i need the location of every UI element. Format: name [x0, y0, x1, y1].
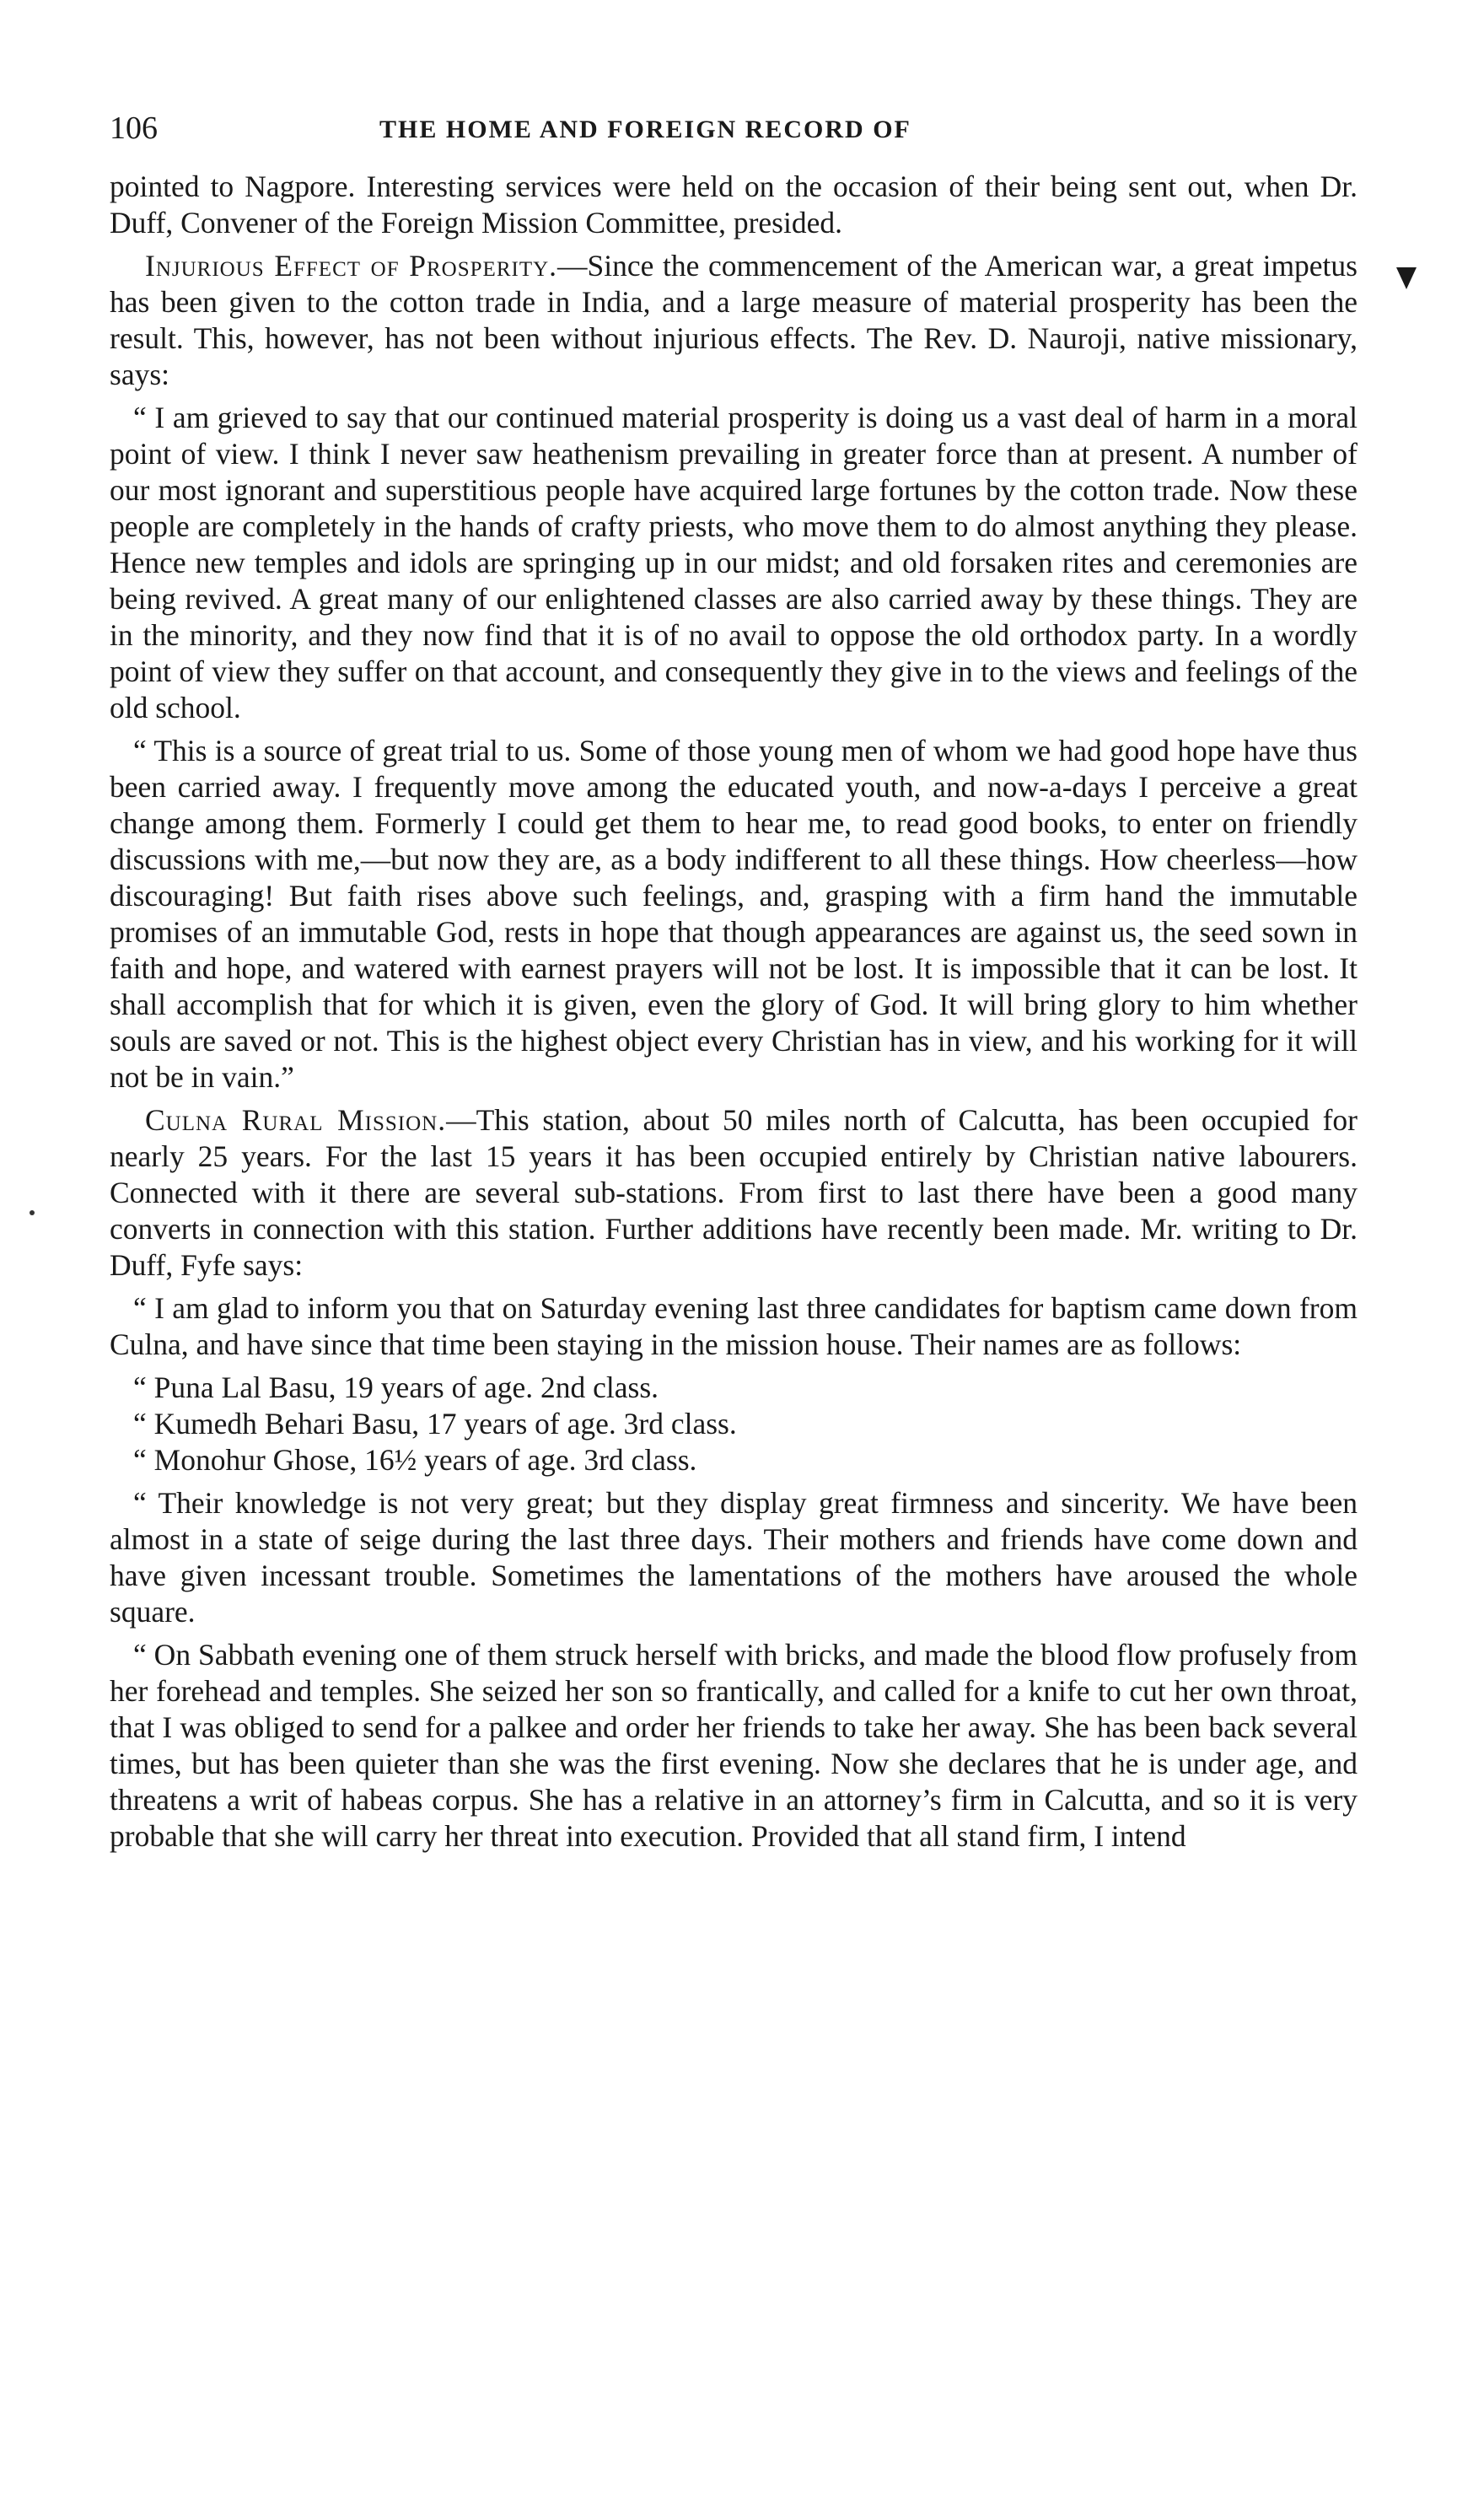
candidate-line: “ Kumedh Behari Basu, 17 years of age. 3rd class. [133, 1407, 737, 1440]
page-number: 106 [110, 110, 158, 146]
document-page [110, 110, 1358, 1861]
quote-paragraph-nauroji-2: “ This is a source of great trial to us. Some of those young men of whom we had good hope have thus been carried away. I frequently move among the educated youth, and now-a-days I perceive a great change among them. Formerly I could get them to hear me, to read good books, to enter on friendly discussions with me,—but now they are, as a body indifferent to all these things. How cheerless—how discouraging! But faith rises above such feelings, and, grasping with a firm hand the immutable promises of an immutable God, rests in hope that though appearances are against us, the seed sown in faith and hope, and watered with earnest prayers will not be lost. It is impossible that it can be lost. It shall accomplish that for which it is given, even the glory of God. It will bring glory to him whether souls are saved or not. This is the highest object every Christian has in view, and his working for it will not be in vain.” [110, 734, 1358, 1094]
section-heading-injurious-effect: Injurious Effect of Prosperity. [145, 249, 558, 283]
paragraph-culna-mission [110, 1102, 1358, 1284]
candidate-line: “ Monohur Ghose, 16½ years of age. 3rd class. [133, 1443, 697, 1477]
page-header [110, 110, 1358, 160]
section-heading-culna-mission: Culna Rural Mission. [145, 1103, 447, 1137]
body-text [110, 169, 1358, 1855]
running-head: THE HOME AND FOREIGN RECORD OF [379, 116, 911, 143]
margin-arrow-icon [1396, 267, 1417, 289]
paragraph-injurious-effect-body: —Since the commencement of the American war, a great impetus has been given to the cotton trade in India, and a large measure of material prosperity has been the result. This, however, has not been without injurious effects. The Rev. D. Nauroji, native missionary, says: [110, 249, 1358, 391]
quote-paragraph-fyfe-2: “ Their knowledge is not very great; but they display great firmness and sincerity. We have been almost in a state of seige during the last three days. Their mothers and friends have come down and have given incessant trouble. Sometimes the lamentations of the mothers have aroused the whole square. [110, 1486, 1358, 1629]
paragraph-continuation: pointed to Nagpore. Interesting services were held on the occasion of their being sent out, when Dr. Duff, Convener of the Foreign Mission Committee, presided. [110, 170, 1358, 240]
candidate-line: “ Puna Lal Basu, 19 years of age. 2nd class. [133, 1370, 659, 1404]
quote-paragraph-nauroji-1: “ I am grieved to say that our continued material prosperity is doing us a vast deal of harm in a moral point of view. I think I never saw heathenism prevailing in greater force than at present. A number of our most ignorant and superstitious people have acquired large fortunes by the cotton trade. Now these people are completely in the hands of crafty priests, who move them to do almost anything they please. Hence new temples and idols are springing up in our midst; and old forsaken rites and ceremonies are being revived. A great many of our enlightened classes are also carried away by these things. They are in the minority, and they now find that it is of no avail to oppose the old orthodox party. In a wordly point of view they suffer on that account, and consequently they give in to the views and feelings of the old school. [110, 401, 1358, 724]
paragraph-culna-mission-body: —This station, about 50 miles north of Calcutta, has been occupied for nearly 25 years. For the last 15 years it has been occupied entirely by Christian native labourers. Connected with it there are several sub-stations. From first to last there have been a good many converts in connection with this station. Further additions have recently been made. Mr. writing to Dr. Duff, Fyfe says: [110, 1103, 1358, 1282]
ink-dot-mark [30, 1210, 35, 1215]
quote-paragraph-fyfe-1: “ I am glad to inform you that on Saturday evening last three candidates for baptism came down from Culna, and have since that time been staying in the mission house. Their names are as follows: [110, 1291, 1358, 1361]
quote-paragraph-fyfe-3: “ On Sabbath evening one of them struck herself with bricks, and made the blood flow profusely from her forehead and temples. She seized her son so frantically, and called for a knife to cut her own throat, that I was obliged to send for a palkee and order her friends to take her away. She has been back several times, but has been quieter than she was the first evening. Now she declares that he is under age, and threatens a writ of habeas corpus. She has a relative in an attorney’s firm in Calcutta, and so it is very probable that she will carry her threat into execution. Provided that all stand firm, I intend [110, 1638, 1358, 1853]
paragraph-injurious-effect [110, 248, 1358, 393]
